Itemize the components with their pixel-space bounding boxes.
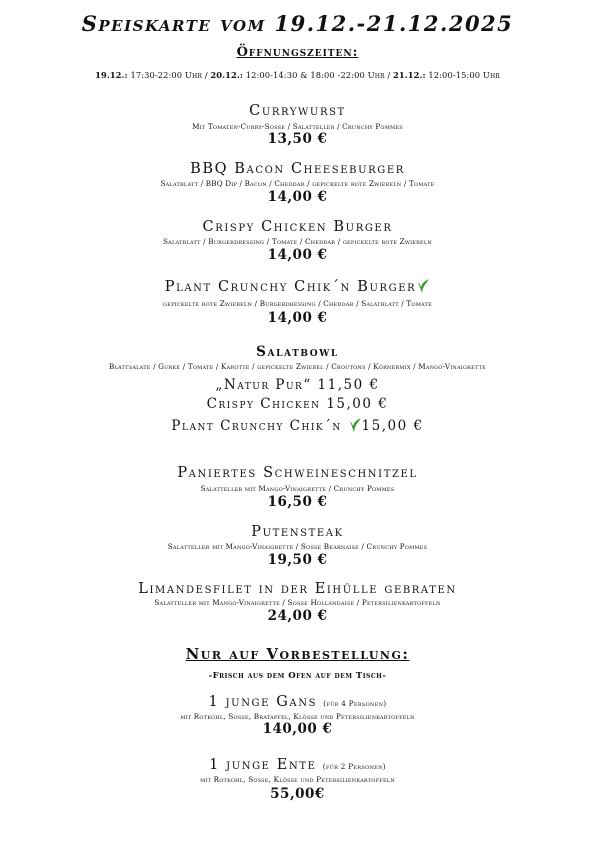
salad-variant-label: Plant Crunchy Chik´n [171,418,348,434]
preorder-item-name: 1 junge Gans [208,694,324,710]
salad-variant-price: 11,50 € [311,377,380,393]
dish-name: Paniertes Schweineschnitzel [177,465,418,481]
dish-name: Putensteak [251,524,344,540]
salad-variant-label: „Natur Pur“ [215,377,312,393]
veg-leaf-icon [349,417,362,436]
preorder-item-description: mit Rotkohl, Sosse, Bratapfel, Klösse und Petersilienkartoffeln [180,712,415,721]
preorder-subtitle: -Frisch aus dem Ofen auf dem Tisch- [208,671,387,681]
dish-description: Salatteller mit Mango-Vinaigrette / Sosse Bearnaise / Crunchy Pommes [167,542,428,551]
opening-day-3: 21.12.: [393,70,426,80]
veg-leaf-icon [417,278,430,297]
salad-name: Salatbowl [256,344,339,360]
dish-price: 14,00 € [267,310,328,326]
preorder-item-row [0,694,595,710]
dish-name: Currywurst [249,103,346,119]
dish-description: Salatblatt / Burgerdressing / Tomate / Cheddar / gepickelte rote Zwiebeln [163,237,432,246]
preorder-item-price: 140,00 € [262,721,333,737]
dish-description: gepickelte rote Zwiebeln / Burgerdressing / Cheddar / Salatblatt / Tomate [163,299,432,308]
dish-description: Salatteller mit Mango-Vinaigrette / Crunchy Pommes [200,484,395,493]
dish-description: Salatteller mit Mango-Vinaigrette / Sosse Hollandaise / Petersilienkartoffeln [154,598,441,607]
preorder-item-row [0,757,595,773]
opening-hours-line [0,70,595,80]
dish-name: Limandesfilet in der Eihülle gebraten [138,581,457,597]
menu-title: Speiskarte vom 19.12.-21.12.2025 [81,11,514,36]
dish-name: Plant Crunchy Chik´n Burger [164,279,417,295]
opening-times-2: 12:00-14:30 & 18:00 -22:00 Uhr / [242,70,394,80]
salad-variant-price: 15,00 € [361,418,424,434]
salad-variant [0,396,595,412]
preorder-item-price: 55,00€ [270,786,325,802]
salad-variant [0,417,595,436]
salad-variant-label: Crispy Chicken [206,396,321,412]
dish-price: 19,50 € [267,552,328,568]
preorder-heading: Nur auf Vorbestellung: [185,645,410,663]
preorder-item-portion: (für 2 Personen) [322,762,386,771]
preorder-item-name: 1 junge Ente [209,757,323,773]
dish-price: 14,00 € [267,247,328,263]
opening-hours-heading: Öffnungszeiten: [236,45,359,60]
opening-day-1: 19.12.: [95,70,128,80]
salad-variant [0,377,595,393]
dish-price: 14,00 € [267,189,328,205]
dish-name: Crispy Chicken Burger [202,219,393,235]
dish-name: BBQ Bacon Cheeseburger [190,161,405,177]
dish-price: 16,50 € [267,494,328,510]
preorder-item-portion: (für 4 Personen) [323,699,387,708]
opening-times-3: 12:00-15:00 Uhr [425,70,500,80]
salad-description: Blattsalate / Gurke / Tomate / Karotte / gepickelte Zwiebel / Croutons / Körnermix / Mango-Vinaigrette [109,362,486,371]
menu-title-wrap [0,11,595,36]
dish-name-row [0,278,595,297]
preorder-item-description: mit Rotkohl, Sosse, Klösse und Petersilienkartoffeln [200,775,395,784]
dish-description: Mit Tomaten-Curry-Sosse / Salatteller / Crunchy Pommes [192,122,403,131]
opening-day-2: 20.12.: [210,70,243,80]
salad-variant-price: 15,00 € [320,396,389,412]
dish-description: Salatblatt / BBQ Dip / Bacon / Cheddar / gepickelte rote Zwiebeln / Tomate [160,179,435,188]
dish-price: 24,00 € [267,608,328,624]
opening-times-1: 17:30-22:00 Uhr / [127,70,211,80]
dish-price: 13,50 € [267,131,328,147]
